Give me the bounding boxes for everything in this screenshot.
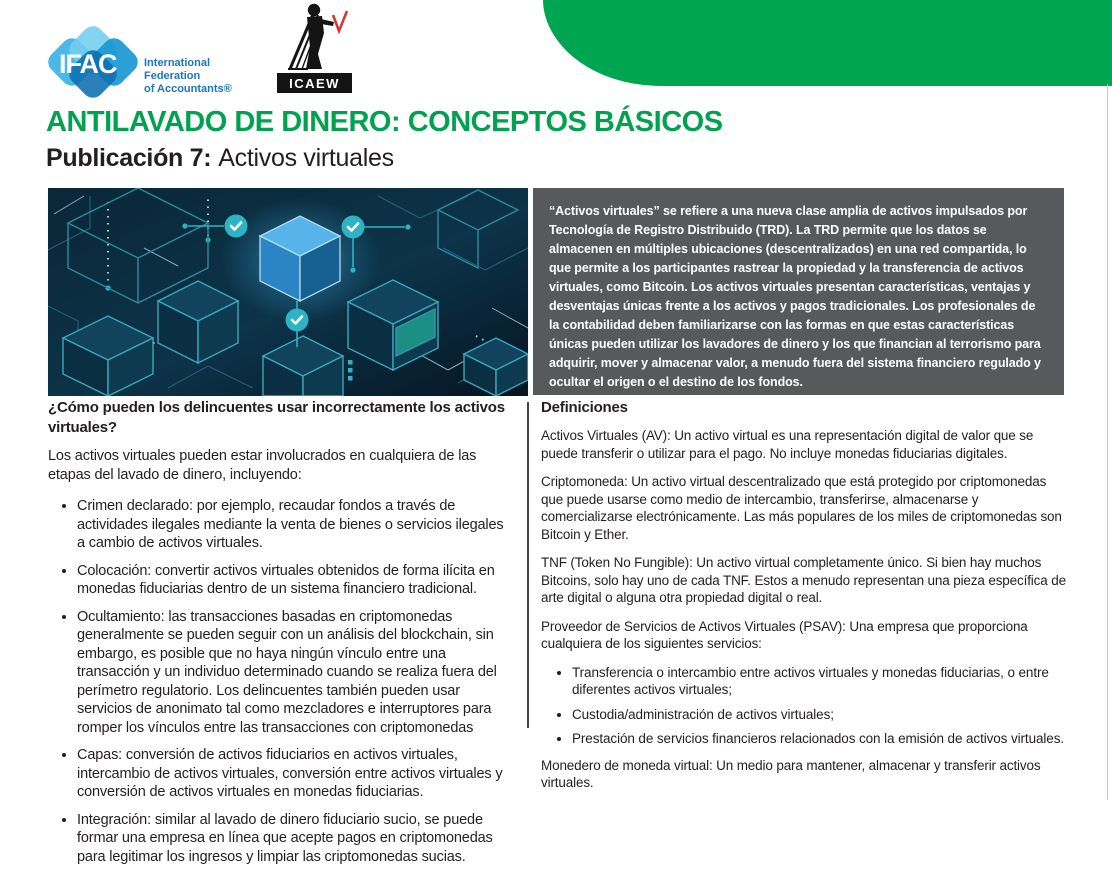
- misuse-heading: ¿Cómo pueden los delincuentes usar incorrectamente los activos virtuales?: [48, 399, 505, 436]
- icaew-logo: [277, 2, 355, 94]
- misuse-intro: Los activos virtuales pueden estar involucrados en cualquiera de las etapas del lavado de dinero, incluyendo:: [48, 448, 477, 483]
- icaew-red-check-icon: [333, 11, 347, 31]
- definition-nft: TNF (Token No Fungible): Un activo virtual completamente único. Si bien hay muchos Bitcoins, solo hay uno de cada TNF. Estos a menudo representan una pieza específica de arte digital o alguna otra propiedad digital o real.: [541, 555, 1066, 605]
- ifac-wordmark: IFAC: [59, 49, 117, 79]
- column-divider: [527, 402, 529, 728]
- page-subtitle: [46, 144, 394, 173]
- definitions-heading: Definiciones: [541, 399, 628, 416]
- ifac-tagline-line3: of Accountants®: [144, 83, 232, 95]
- list-item: • Capas: conversión de activos fiduciarios en activos virtuales, intercambio de activos virtuales, conversión entre activos virtuales y conversión de activos virtuales en monedas fiduciarias.: [77, 746, 512, 802]
- definition-vasp: Proveedor de Servicios de Activos Virtuales (PSAV): Una empresa que proporciona cualquiera de los siguientes servicios:: [541, 618, 1028, 651]
- list-item: • Colocación: convertir activos virtuales obtenidos de forma ilícita en monedas fiduciarias dentro de un sistema financiero tradicional.: [77, 562, 512, 599]
- subtitle-topic: Activos virtuales: [218, 144, 394, 172]
- ifac-tagline-line1: International: [144, 57, 211, 69]
- list-item: • Transferencia o intercambio entre activos virtuales y monedas fiduciarias, o entre diferentes activos virtuales;: [572, 664, 1069, 699]
- list-item: • Prestación de servicios financieros relacionados con la emisión de activos virtuales.: [572, 730, 1069, 748]
- list-item: • Custodia/administración de activos virtuales;: [572, 706, 1069, 724]
- vasp-services-list: [541, 664, 1069, 748]
- list-item: • Ocultamiento: las transacciones basadas en criptomonedas generalmente se pueden seguir con un análisis del blockchain, sin embargo, es posible que no haya ningún vínculo entre una transacción y un individuo determinado cuando se realiza fuera del perímetro regulatorio. Los delincuentes también pueden usar servicios de anonimato tal como mezcladores e interruptores para romper los vínculos entre las transacciones con criptomonedas: [77, 608, 512, 738]
- page-title: ANTILAVADO DE DINERO: CONCEPTOS BÁSICOS: [46, 106, 723, 138]
- ifac-logo: [48, 26, 233, 102]
- list-item: • Crimen declarado: por ejemplo, recaudar fondos a través de actividades ilegales mediante la venta de bienes o servicios ilegales a cambio de activos virtuales.: [77, 497, 512, 553]
- ifac-tagline-line2: Federation: [144, 70, 201, 82]
- page-edge-line: [1107, 84, 1108, 800]
- definition-wallet: Monedero de moneda virtual: Un medio para mantener, almacenar y transferir activos virtuales.: [541, 757, 1041, 790]
- blockchain-illustration: [48, 188, 528, 396]
- overview-box: [533, 188, 1064, 395]
- misuse-column: [48, 398, 512, 875]
- subtitle-publication-number: Publicación 7:: [46, 144, 212, 172]
- list-item: • Integración: similar al lavado de dinero fiduciario sucio, se puede formar una empresa en línea que acepte pagos en criptomonedas para legitimar los ingresos y limpiar las criptomonedas sucias.: [77, 811, 512, 867]
- definition-virtual-assets: Activos Virtuales (AV): Un activo virtual es una representación digital de valor que se puede transferir o utilizar para el pago. No incluye monedas fiduciarias digitales.: [541, 428, 1034, 461]
- green-banner-swoosh: [527, 0, 1112, 86]
- definitions-column: [541, 398, 1069, 803]
- misuse-list: [48, 497, 512, 866]
- definition-cryptocurrency: Criptomoneda: Un activo virtual descentralizado que está protegido por criptomonedas que puede usarse como medio de intercambio, transferirse, almacenarse y comercializarse electrónicamente. Las más populares de los miles de criptomonedas son Bitcoin y Ether.: [541, 474, 1062, 542]
- icaew-wordmark: ICAEW: [289, 76, 340, 91]
- overview-text: “Activos virtuales” se refiere a una nueva clase amplia de activos impulsados por Tecnología de Registro Distribuido (TRD). La TRD permite que los datos se almacenen en múltiples ubicaciones (descentralizados) en una red compartida, lo que permite a los participantes rastrear la propiedad y la transferencia de activos virtuales, como Bitcoin. Los activos virtuales presentan características, ventajas y desventajas únicas frente a los activos y pagos tradicionales. Los profesionales de la contabilidad deben familiarizarse con las formas en que estas características únicas pueden utilizar los lavadores de dinero y los que financian al terrorismo para adquirir, mover y almacenar valor, a menudo fuera del sistema financiero regulado y ocultar el origen o el destino de los fondos.: [549, 204, 1041, 389]
